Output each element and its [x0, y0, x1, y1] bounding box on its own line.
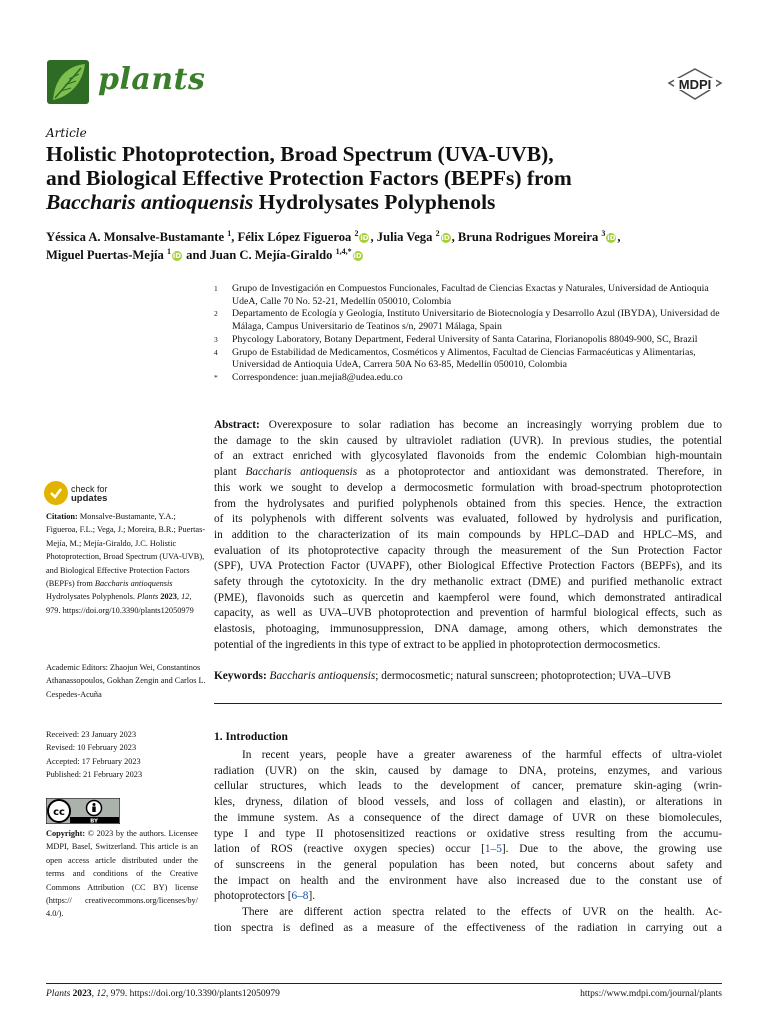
footer-divider	[46, 983, 722, 984]
copyright-notice: Copyright: © 2023 by the authors. Licensee MDPI, Basel, Switzerland. This article is an open access article distributed under the terms and conditions of the Creative Commons Attribution (CC BY) license (https:// creativecommons.org/licenses/by/ 4.0/).	[46, 829, 198, 919]
intro-line: radiation (UVR) on the skin, caused by damage to DNA, proteins, enzymes, and various	[214, 764, 722, 777]
journal-leaf-logo	[47, 60, 89, 104]
author: , Félix López Figueroa	[231, 230, 352, 244]
affiliation: 4 Grupo de Estabilidad de Medicamentos, Cosméticos y Alimentos, Facultad de Ciencias Farmacéuticas y Alimentarias, Universidad de Antioquia UdeA, Carrera 50A No 63-85, Medellín 050010, Colombia	[214, 346, 696, 371]
citation: Citation: Monsalve-Bustamante, Y.A.; Figueroa, F.L.; Vega, J.; Moreira, B.R.; Puertas-Mejía, M.; Mejía-Giraldo, J.C. Holistic Photoprotection, Broad Spectrum (UVA-UVB), and Biological Effective Protection Factors (BEPFs) from Baccharis antioquensis Hydrolysates Polyphenols. Plants 2023, 12, 979. https://doi.org/10.3390/plants12050979	[46, 512, 206, 615]
abstract-line: (PME), flavonoids such as quercetin and kaempferol were found, which demonstrated antiradical	[214, 591, 722, 604]
check-for-updates-icon[interactable]	[44, 481, 68, 505]
author: and Juan C. Mejía-Giraldo	[183, 248, 333, 262]
abstract-line: potential of the ingredients in this type of extract to be applied in photoprotection dermocosmetics.	[214, 638, 661, 651]
mdpi-logo	[666, 68, 724, 102]
intro-line: kles, dryness, dilation of blood vessels, and loss of collagen and elastin), or alterations in	[214, 796, 722, 809]
abstract-line: capacity, as well as UVA–UVB photoprotection and prevention of harmful biological effects, such as	[214, 607, 722, 620]
abstract-line: in addition to the characterization of its main compounds by HPLC–DAD and HPLC–MS, and	[214, 528, 722, 541]
article-type: Article	[46, 126, 87, 140]
check-for-updates-label[interactable]: check for	[71, 484, 108, 494]
orcid-icon[interactable]: iD	[360, 234, 369, 242]
title-line: Holistic Photoprotection, Broad Spectrum (UVA-UVB),	[46, 142, 554, 166]
publisher-name: MDPI	[678, 77, 712, 92]
title-line: Baccharis antioquensis Hydrolysates Polyphenols	[46, 190, 496, 214]
reference-link[interactable]: 1–5	[484, 843, 502, 856]
introduction-text	[214, 748, 722, 936]
abstract-line: this work we sought to develop a dermocosmetic formulation with broad-spectrum photoprotection	[214, 481, 722, 494]
abstract-line: from the hydrolysates and purified polyphenols obtained from this species. Hence, the extraction	[214, 497, 722, 510]
intro-line: In recent years, people have a greater awareness of the harmful effects of ultra-violet	[242, 749, 722, 761]
date-published: Published: 21 February 2023	[46, 770, 143, 780]
intro-line: cellular structures, which leads to the development of cancer, premature skin-aging (wrin-	[214, 780, 722, 793]
check-for-updates-label[interactable]: updates	[71, 493, 108, 504]
intro-line: of sunscreens in the general population has been noted, but concerns about safety and	[214, 858, 722, 871]
date-revised: Revised: 10 February 2023	[46, 743, 137, 753]
abstract-line: of an extract enriched with glycosylated flavonoids from the endemic Colombian high-mountain	[214, 450, 722, 463]
abstract-line: of its polyphenols with different solvents was evaluated, followed by hydrolysis and purification,	[214, 513, 722, 526]
date-received: Received: 23 January 2023	[46, 730, 137, 739]
paper-title	[46, 142, 686, 214]
footer-citation: Plants 2023, 12, 979. https://doi.org/10.3390/plants12050979	[46, 989, 280, 999]
intro-line: lation of ROS (reactive oxygen species) occur [1–5]. Due to the above, the growing use	[214, 843, 722, 856]
affiliations	[214, 283, 724, 385]
author: Yéssica A. Monsalve-Bustamante	[46, 230, 225, 244]
abstract-line: (SPF), UVA Protection Factor (UVAPF), other Biological Effective Protection Factors (BEPFs), and its	[214, 560, 722, 573]
affiliation: 1 Grupo de Investigación en Compuestos Funcionales, Facultad de Ciencias Exactas y Naturales, Universidad de Antioquia UdeA, Calle 70 No. 52-21, Medellín 050010, Colombia	[214, 283, 709, 307]
orcid-icon[interactable]: iD	[172, 252, 182, 260]
svg-text:BY: BY	[90, 818, 98, 824]
author-list: Yéssica A. Monsalve-Bustamante $^1$, Félix López Figueroa $^2$iD , Julia Vega $^2$iD , Bruna Rodrigues Moreira $^3$iD , Miguel Puertas-Mejía $^1$iD and Juan C. Mejía-Giraldo $^{1,4,*}$iD	[46, 228, 621, 262]
title-line: and Biological Effective Protection Factors (BEPFs) from	[46, 166, 572, 190]
intro-line: photoprotectors [6–8].	[214, 890, 316, 903]
abstract-line: evaluation of its photoprotective capacity through the measurement of the Sun Protection Factor	[214, 544, 722, 557]
academic-editors: Academic Editors: Zhaojun Wei, Constantinos Athanassopoulos, Gokhan Zengin and Carlos L. Cespedes-Acuña	[46, 663, 206, 699]
publication-dates	[46, 728, 206, 782]
section-heading-introduction: 1. Introduction	[214, 731, 288, 743]
author: Miguel Puertas-Mejía	[46, 248, 164, 262]
author: , Julia Vega	[370, 230, 433, 244]
abstract-line: the damage to the skin caused by ultraviolet radiation (UVR). In previous studies, the potential	[214, 434, 722, 447]
journal-name: plants	[98, 62, 206, 97]
orcid-icon[interactable]: iD	[607, 234, 616, 242]
affiliation: 2 Departamento de Ecología y Geología, Instituto Universitario de Biotecnología y Desarrollo Azul (IBYDA), Universidad de Málaga, Campus Universitario de Teatinos s/n, 29071 Málaga, Spain	[214, 308, 720, 333]
abstract-line: safety through the cytotoxicity. In the dry methanolic extract (DME) and purified methanolic extract	[214, 576, 722, 589]
abstract-line: elastosis, photoaging, immunosuppression, DNA damage, among others, which demonstrates the	[214, 623, 722, 636]
date-accepted: Accepted: 17 February 2023	[46, 756, 141, 766]
abstract	[214, 418, 722, 654]
section-divider	[214, 703, 722, 704]
keywords: Keywords: Baccharis antioquensis; dermocosmetic; natural sunscreen; photoprotection; UVA–UVB	[214, 670, 671, 682]
abstract-line: Abstract: Overexposure to solar radiation has become an increasingly worrying problem due to	[214, 419, 722, 431]
intro-line: the immune system. As a consequence of the direct damage of UVR on these biomolecules,	[214, 811, 722, 824]
author: , Bruna Rodrigues Moreira	[451, 230, 599, 244]
correspondence: * Correspondence: juan.mejia8@udea.edu.co	[214, 371, 403, 383]
intro-line: There are different action spectra related to the effects of UVR on the health. Ac-	[242, 906, 722, 919]
cc-by-license-icon[interactable]	[46, 798, 120, 824]
intro-line: type I and type II photosensitized reactions or oxidative stress resulting from the accumu-	[214, 827, 722, 840]
abstract-line: plant Baccharis antioquensis as a photoprotector and antioxidant was demonstrated. Therefore, in	[214, 466, 723, 479]
orcid-icon[interactable]: iD	[441, 234, 450, 242]
intro-line: tion spectra is defined as a measure of the effectiveness of the radiation in carrying out a	[214, 921, 722, 934]
intro-line: the impact on health and the environment have also increased due to the constant use of	[214, 874, 722, 887]
reference-link[interactable]: 6–8	[291, 890, 309, 903]
svg-text:cc: cc	[53, 807, 65, 818]
footer-journal-url[interactable]: https://www.mdpi.com/journal/plants	[580, 989, 722, 999]
affiliation: 3 Phycology Laboratory, Botany Department, Federal University of Santa Catarina, Florianopolis 88049-900, SC, Brazil	[214, 333, 698, 345]
orcid-icon[interactable]: iD	[353, 252, 362, 260]
